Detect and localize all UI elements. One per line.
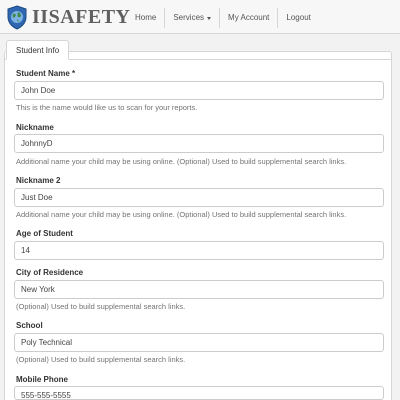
top-navbar <box>0 0 400 34</box>
caret-down-icon <box>207 17 211 20</box>
nav-home[interactable]: Home <box>135 13 157 22</box>
nav-logout[interactable]: Logout <box>277 8 318 28</box>
city-input[interactable]: New York <box>14 280 384 299</box>
city-label: City of Residence <box>16 268 84 277</box>
main-nav <box>127 8 319 28</box>
nickname2-help: Additional name your child may be using online. (Optional) Used to build supplemental search links. <box>16 210 347 219</box>
shield-globe-icon <box>6 5 28 30</box>
student-name-label: Student Name * <box>16 69 76 78</box>
age-input[interactable]: 14 <box>14 241 384 260</box>
mobile-label: Mobile Phone <box>16 375 68 384</box>
school-help: (Optional) Used to build supplemental search links. <box>16 355 186 364</box>
student-name-help: This is the name would like us to scan for your reports. <box>16 103 198 112</box>
tab-student-info[interactable]: Student Info <box>6 40 69 60</box>
nav-services[interactable] <box>164 8 219 28</box>
nickname-help: Additional name your child may be using online. (Optional) Used to build supplemental search links. <box>16 157 347 166</box>
age-label: Age of Student <box>16 229 73 238</box>
school-input[interactable]: Poly Technical <box>14 333 384 352</box>
brand-logo[interactable] <box>6 4 130 30</box>
student-name-input[interactable]: John Doe <box>14 81 384 100</box>
nickname-label: Nickname <box>16 123 54 132</box>
mobile-input[interactable]: 555-555-5555 <box>14 386 384 400</box>
nickname2-label: Nickname 2 <box>16 176 61 185</box>
brand-name: IISAFETY <box>32 6 131 28</box>
nickname2-input[interactable]: Just Doe <box>14 188 384 207</box>
nickname-input[interactable]: JohnnyD <box>14 134 384 153</box>
nav-my-account[interactable]: My Account <box>219 8 277 28</box>
nav-services-label: Services <box>173 13 205 22</box>
school-label: School <box>16 321 43 330</box>
city-help: (Optional) Used to build supplemental search links. <box>16 302 186 311</box>
